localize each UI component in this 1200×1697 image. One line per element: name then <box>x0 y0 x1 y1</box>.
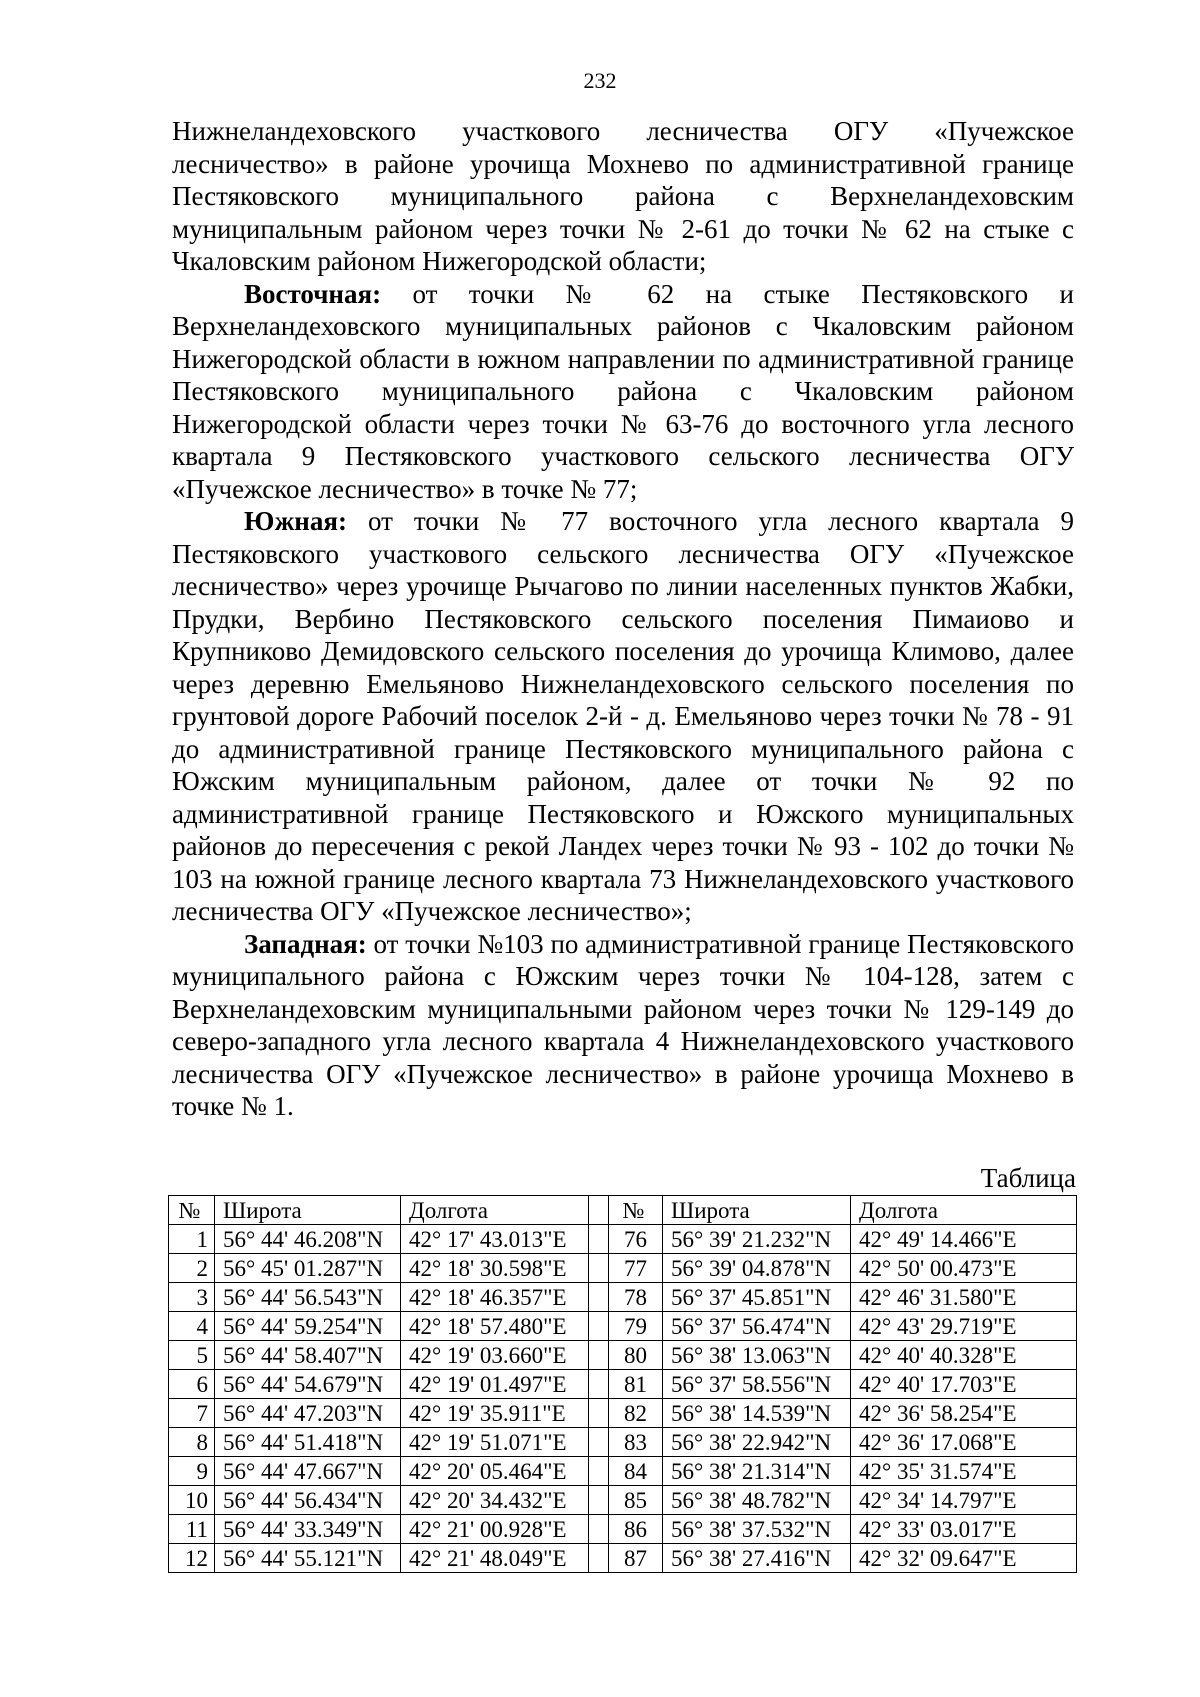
table-caption: Таблица <box>980 1163 1076 1193</box>
gap-cell <box>589 1515 609 1544</box>
longitude-cell: 42° 34' 14.797"E <box>851 1486 1077 1515</box>
gap-cell <box>589 1283 609 1312</box>
table-row <box>169 1486 1077 1515</box>
latitude-cell: 56° 44' 58.407"N <box>215 1341 401 1370</box>
point-number: 10 <box>169 1486 215 1515</box>
latitude-cell: 56° 44' 33.349"N <box>215 1515 401 1544</box>
paragraph-east <box>172 278 1074 506</box>
point-number: 3 <box>169 1283 215 1312</box>
table-row <box>169 1225 1077 1254</box>
latitude-cell: 56° 44' 47.667"N <box>215 1457 401 1486</box>
point-number: 1 <box>169 1225 215 1254</box>
latitude-cell: 56° 38' 22.942"N <box>663 1428 851 1457</box>
table-row <box>169 1283 1077 1312</box>
point-number: 2 <box>169 1254 215 1283</box>
gap-cell <box>589 1370 609 1399</box>
table-row <box>169 1312 1077 1341</box>
longitude-cell: 42° 19' 01.497"E <box>401 1370 589 1399</box>
table-header-row <box>169 1196 1077 1225</box>
longitude-cell: 42° 21' 00.928"E <box>401 1515 589 1544</box>
point-number: 9 <box>169 1457 215 1486</box>
east-label: Восточная: <box>244 278 382 309</box>
table-row <box>169 1544 1077 1573</box>
latitude-cell: 56° 45' 01.287"N <box>215 1254 401 1283</box>
paragraph-west <box>172 928 1074 1123</box>
latitude-cell: 56° 44' 47.203"N <box>215 1399 401 1428</box>
gap-cell <box>589 1341 609 1370</box>
header-gap <box>589 1196 609 1225</box>
gap-cell <box>589 1486 609 1515</box>
header-lon: Долгота <box>401 1196 589 1225</box>
longitude-cell: 42° 46' 31.580"E <box>851 1283 1077 1312</box>
header-lon: Долгота <box>851 1196 1077 1225</box>
latitude-cell: 56° 44' 51.418"N <box>215 1428 401 1457</box>
longitude-cell: 42° 21' 48.049"E <box>401 1544 589 1573</box>
gap-cell <box>589 1428 609 1457</box>
table-body <box>169 1225 1077 1573</box>
latitude-cell: 56° 44' 56.543"N <box>215 1283 401 1312</box>
paragraph-north-continuation: Нижнеландеховского участкового лесничества ОГУ «Пучежское лесничество» в районе урочища Мохнево по административной границе Пестяковского муниципального района с Верхнеландеховским муниципальным районом через точки № 2-61 до точки № 62 на стыке с Чкаловским районом Нижегородской области; <box>172 116 1074 276</box>
header-lat: Широта <box>215 1196 401 1225</box>
gap-cell <box>589 1544 609 1573</box>
longitude-cell: 42° 19' 03.660"E <box>401 1341 589 1370</box>
table-row <box>169 1399 1077 1428</box>
gap-cell <box>589 1254 609 1283</box>
point-number: 84 <box>609 1457 663 1486</box>
longitude-cell: 42° 40' 17.703"E <box>851 1370 1077 1399</box>
longitude-cell: 42° 18' 57.480"E <box>401 1312 589 1341</box>
latitude-cell: 56° 44' 46.208"N <box>215 1225 401 1254</box>
latitude-cell: 56° 44' 54.679"N <box>215 1370 401 1399</box>
longitude-cell: 42° 40' 40.328"E <box>851 1341 1077 1370</box>
west-text: от точки №103 по административной границе Пестяковского муниципального района с Южским через точки № 104-128, затем с Верхнеландеховским муниципальными районом через точки № 129-149 до северо-западного угла лесного квартала 4 Нижнеландеховского участкового лесничества ОГУ «Пучежское лесничество» в районе урочища Мохнево в точке № 1. <box>172 928 1074 1121</box>
longitude-cell: 42° 49' 14.466"E <box>851 1225 1077 1254</box>
longitude-cell: 42° 35' 31.574"E <box>851 1457 1077 1486</box>
table-row <box>169 1370 1077 1399</box>
paragraph-south <box>172 505 1074 928</box>
point-number: 77 <box>609 1254 663 1283</box>
point-number: 86 <box>609 1515 663 1544</box>
point-number: 78 <box>609 1283 663 1312</box>
longitude-cell: 42° 19' 35.911"E <box>401 1399 589 1428</box>
longitude-cell: 42° 50' 00.473"E <box>851 1254 1077 1283</box>
point-number: 4 <box>169 1312 215 1341</box>
longitude-cell: 42° 20' 05.464"E <box>401 1457 589 1486</box>
longitude-cell: 42° 32' 09.647"E <box>851 1544 1077 1573</box>
point-number: 79 <box>609 1312 663 1341</box>
table-row <box>169 1341 1077 1370</box>
point-number: 5 <box>169 1341 215 1370</box>
latitude-cell: 56° 38' 13.063"N <box>663 1341 851 1370</box>
latitude-cell: 56° 44' 59.254"N <box>215 1312 401 1341</box>
point-number: 6 <box>169 1370 215 1399</box>
table-row <box>169 1457 1077 1486</box>
header-lat: Широта <box>663 1196 851 1225</box>
west-label: Западная: <box>244 928 367 959</box>
latitude-cell: 56° 37' 56.474"N <box>663 1312 851 1341</box>
table-row <box>169 1254 1077 1283</box>
latitude-cell: 56° 39' 04.878"N <box>663 1254 851 1283</box>
latitude-cell: 56° 44' 55.121"N <box>215 1544 401 1573</box>
latitude-cell: 56° 38' 21.314"N <box>663 1457 851 1486</box>
point-number: 87 <box>609 1544 663 1573</box>
latitude-cell: 56° 38' 37.532"N <box>663 1515 851 1544</box>
longitude-cell: 42° 43' 29.719"E <box>851 1312 1077 1341</box>
latitude-cell: 56° 37' 45.851"N <box>663 1283 851 1312</box>
gap-cell <box>589 1399 609 1428</box>
page-number: 232 <box>583 68 617 93</box>
south-label: Южная: <box>244 506 347 536</box>
latitude-cell: 56° 39' 21.232"N <box>663 1225 851 1254</box>
longitude-cell: 42° 18' 30.598"E <box>401 1254 589 1283</box>
east-text: от точки № 62 на стыке Пестяковского и Верхнеландеховского муниципальных районов с Чкаловским районом Нижегородской области в южном направлении по административной границе Пестяковского муниципального района с Чкаловским районом Нижегородской области через точки № 63-76 до восточного угла лесного квартала 9 Пестяковского участкового сельского лесничества ОГУ «Пучежское лесничество» в точке № 77; <box>172 278 1074 504</box>
point-number: 8 <box>169 1428 215 1457</box>
point-number: 11 <box>169 1515 215 1544</box>
point-number: 83 <box>609 1428 663 1457</box>
header-num: № <box>609 1196 663 1225</box>
point-number: 82 <box>609 1399 663 1428</box>
gap-cell <box>589 1457 609 1486</box>
table-row <box>169 1515 1077 1544</box>
longitude-cell: 42° 18' 46.357"E <box>401 1283 589 1312</box>
point-number: 76 <box>609 1225 663 1254</box>
point-number: 80 <box>609 1341 663 1370</box>
longitude-cell: 42° 36' 58.254"E <box>851 1399 1077 1428</box>
latitude-cell: 56° 44' 56.434"N <box>215 1486 401 1515</box>
longitude-cell: 42° 33' 03.017"E <box>851 1515 1077 1544</box>
longitude-cell: 42° 36' 17.068"E <box>851 1428 1077 1457</box>
gap-cell <box>589 1225 609 1254</box>
latitude-cell: 56° 38' 14.539"N <box>663 1399 851 1428</box>
point-number: 81 <box>609 1370 663 1399</box>
point-number: 7 <box>169 1399 215 1428</box>
latitude-cell: 56° 38' 48.782"N <box>663 1486 851 1515</box>
latitude-cell: 56° 37' 58.556"N <box>663 1370 851 1399</box>
gap-cell <box>589 1312 609 1341</box>
longitude-cell: 42° 20' 34.432"E <box>401 1486 589 1515</box>
latitude-cell: 56° 38' 27.416"N <box>663 1544 851 1573</box>
table-row <box>169 1428 1077 1457</box>
longitude-cell: 42° 19' 51.071"E <box>401 1428 589 1457</box>
longitude-cell: 42° 17' 43.013"E <box>401 1225 589 1254</box>
point-number: 85 <box>609 1486 663 1515</box>
coordinates-table <box>168 1195 1077 1573</box>
south-text: от точки № 77 восточного угла лесного квартала 9 Пестяковского участкового сельского лесничества ОГУ «Пучежское лесничество» через урочище Рычагово по линии населенных пунктов Жабки, Прудки, Вербино Пестяковского сельского поселения Пимаиово и Крупниково Демидовского сельского поселения до урочища Климово, далее через деревню Емельяново Нижнеландеховского сельского поселения по грунтовой дороге Рабочий поселок 2-й - д. Емельяново через точки № 78 - 91 до административной границе Пестяковского муниципального района с Южским муниципальным районом, далее от точки № 92 по административной границе Пестяковского и Южского муниципальных районов до пересечения с рекой Ландех через точки № 93 - 102 до точки № 103 на южной границе лесного квартала 73 Нижнеландеховского участкового лесничества ОГУ «Пучежское лесничество»; <box>172 506 1074 926</box>
document-body <box>172 115 1074 1123</box>
header-num: № <box>169 1196 215 1225</box>
point-number: 12 <box>169 1544 215 1573</box>
